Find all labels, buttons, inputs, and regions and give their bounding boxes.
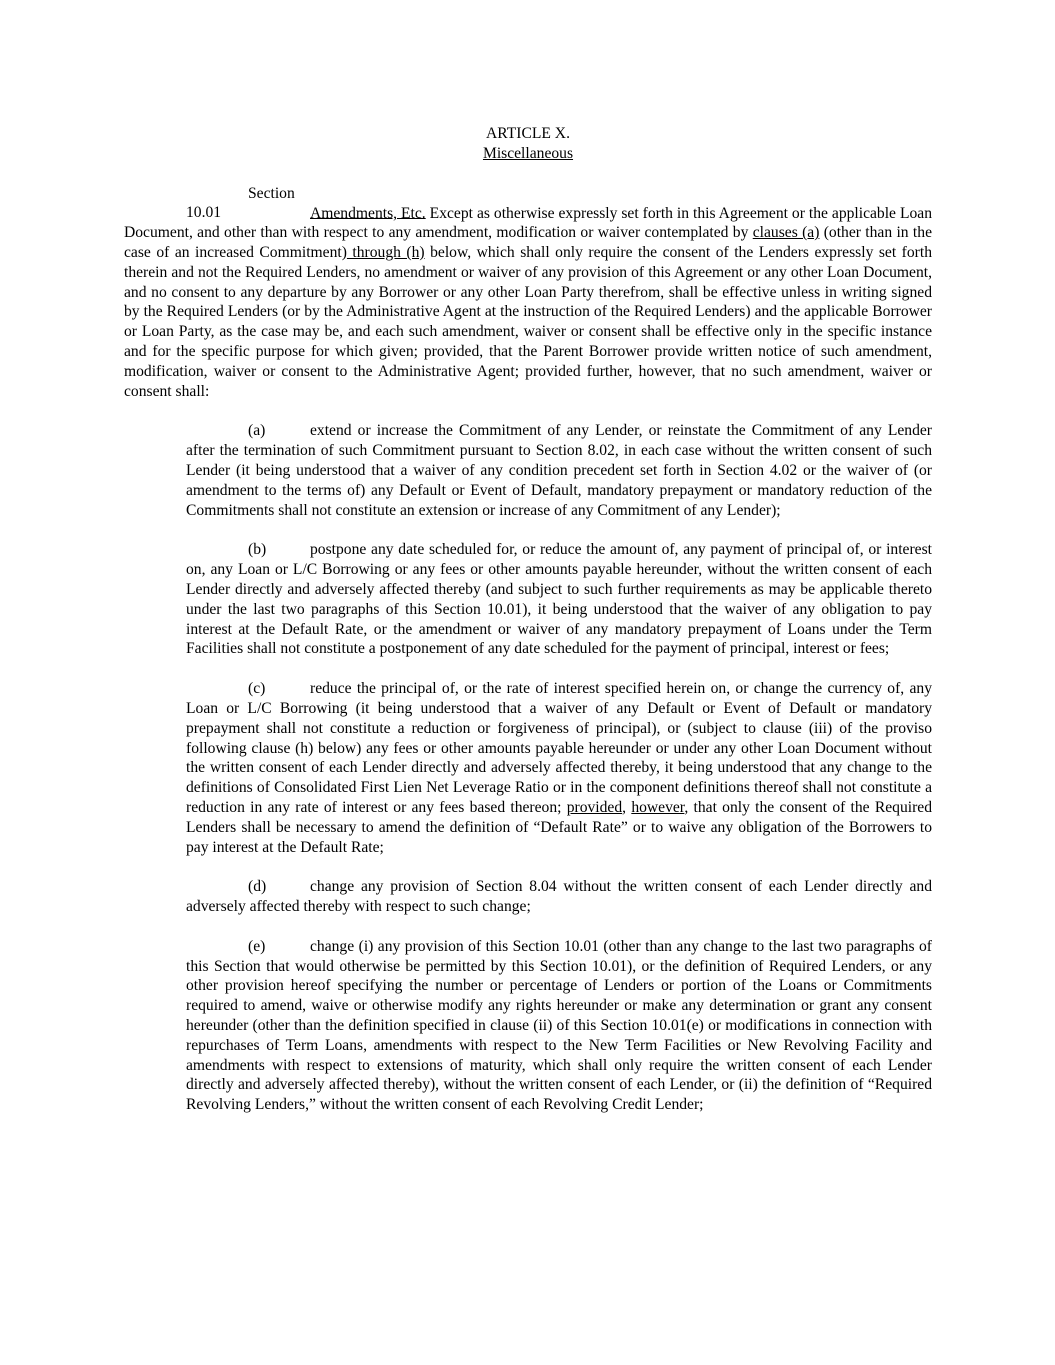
clause-label: (b) (248, 541, 267, 559)
article-heading (124, 124, 932, 164)
clause-a (186, 421, 932, 520)
section-text-2: (other than in the case of an increased Commitment) (124, 224, 932, 261)
document-page (124, 124, 932, 1115)
provided-term: provided (566, 798, 623, 816)
clause-text: reduce the principal of, or the rate of interest specified herein on, or change the currency of, any Loan or L/C Borrowing (it being understood that a waiver of any Default or Event of Default or mandatory prepayment shall not constitute a reduction or forgiveness of principal), or (subject to clause (iii) of the proviso following clause (h) below) any fees or other amounts payable hereunder or under any other Loan Document without the written consent of each Lender directly and adversely affected thereby, it being understood that any change to the definitions of Consolidated First Lien Net Leverage Ratio or in the component definitions thereof shall not constitute a reduction in any rate of interest or any fees based thereon; (186, 680, 932, 816)
clause-separator: , (622, 798, 632, 816)
section-heading: Amendments, Etc. (310, 204, 426, 222)
clause-d (186, 877, 932, 917)
section-text-1: Except as otherwise expressly set forth in this Agreement or the applicable Loan Document, and other than with respect to any amendment, modification or waiver contemplated by (124, 204, 932, 242)
clause-tail: , that only the consent of the Required Lenders shall be necessary to amend the definition of “Default Rate” or to waive any obligation of the Borrowers to pay interest at the Default Rate; (186, 798, 933, 856)
clause-e (186, 937, 932, 1115)
clause-label: (e) (248, 937, 266, 955)
clause-b (186, 540, 932, 659)
clause-text: change any provision of Section 8.04 without the written consent of each Lender directly and adversely affected thereby with respect to such change; (186, 878, 932, 916)
clause-c (186, 679, 932, 857)
clause-label: (c) (248, 680, 266, 698)
clause-label: (d) (248, 878, 267, 896)
article-number: ARTICLE X. (486, 125, 570, 142)
however-term: however (631, 798, 685, 816)
clause-reference-h: through (h) (346, 243, 425, 261)
clause-text: postpone any date scheduled for, or reduce the amount of, any payment of principal of, or interest on, any Loan or L/C Borrowing or any fees or other amounts payable hereunder, without the written consent of each Lender directly and adversely affected thereby (and subject to such further requirements as may be applicable thereto under the last two paragraphs of this Section 10.01), it being understood that the waiver of any obligation to pay interest at the Default Rate, or the amendment or waiver of any mandatory prepayment of Loans under the Term Facilities shall not constitute a postponement of any date scheduled for the payment of principal, interest or fees; (186, 541, 932, 658)
clause-text: change (i) any provision of this Section 10.01 (other than any change to the last two paragraphs of this Section that would otherwise be permitted by this Section 10.01), or the definition of Required Lenders, or any other provision hereof specifying the number or percentage of Lenders or portion of the Loans or Commitments required to amend, waive or otherwise modify any rights hereunder or make any determination or grant any consent hereunder (other than the definition specified in clause (ii) of this Section 10.01(e) or modifications in connection with repurchases of Term Loans, amendments with respect to the New Term Facilities or New Revolving Facility and amendments with respect to extensions of maturity, which shall only require the written consent of each Lender directly and adversely affected thereby), without the written consent of each Lender, or (ii) the definition of “Required Revolving Lenders,” without the written consent of each Revolving Credit Lender; (186, 937, 932, 1114)
clause-text: extend or increase the Commitment of any Lender, or reinstate the Commitment of any Lender after the termination of such Commitment pursuant to Section 8.02, in each case without the written consent of such Lender (it being understood that a waiver of any condition precedent set forth in Section 4.02 or the waiver of (or amendment to the terms of) any Default or Event of Default, mandatory prepayment or mandatory reduction of the Commitments shall not constitute an extension or increase of any Commitment of any Lender); (186, 422, 932, 519)
section-text-3: below, which shall only require the consent of the Lenders expressly set forth therein and not the Required Lenders, no amendment or waiver of any provision of this Agreement or any other Loan Document, and no consent to any departure by any Borrower or any other Loan Party therefrom, shall be effective unless in writing signed by the Required Lenders (or by the Administrative Agent at the instruction of the Required Lenders) and the applicable Borrower or Loan Party, as the case may be, and each such amendment, waiver or consent shall be effective only in the specific instance and for the specific purpose for which given; provided, that the Parent Borrower provide written notice of such amendment, modification, waiver or consent to the Administrative Agent; provided further, however, that no such amendment, waiver or consent shall: (124, 243, 932, 400)
section-intro-paragraph (124, 184, 932, 402)
section-number: Section 10.01 (186, 184, 295, 222)
clause-label: (a) (248, 422, 266, 440)
clause-reference-a: clauses (a) (752, 224, 820, 242)
article-title: Miscellaneous (482, 144, 574, 162)
